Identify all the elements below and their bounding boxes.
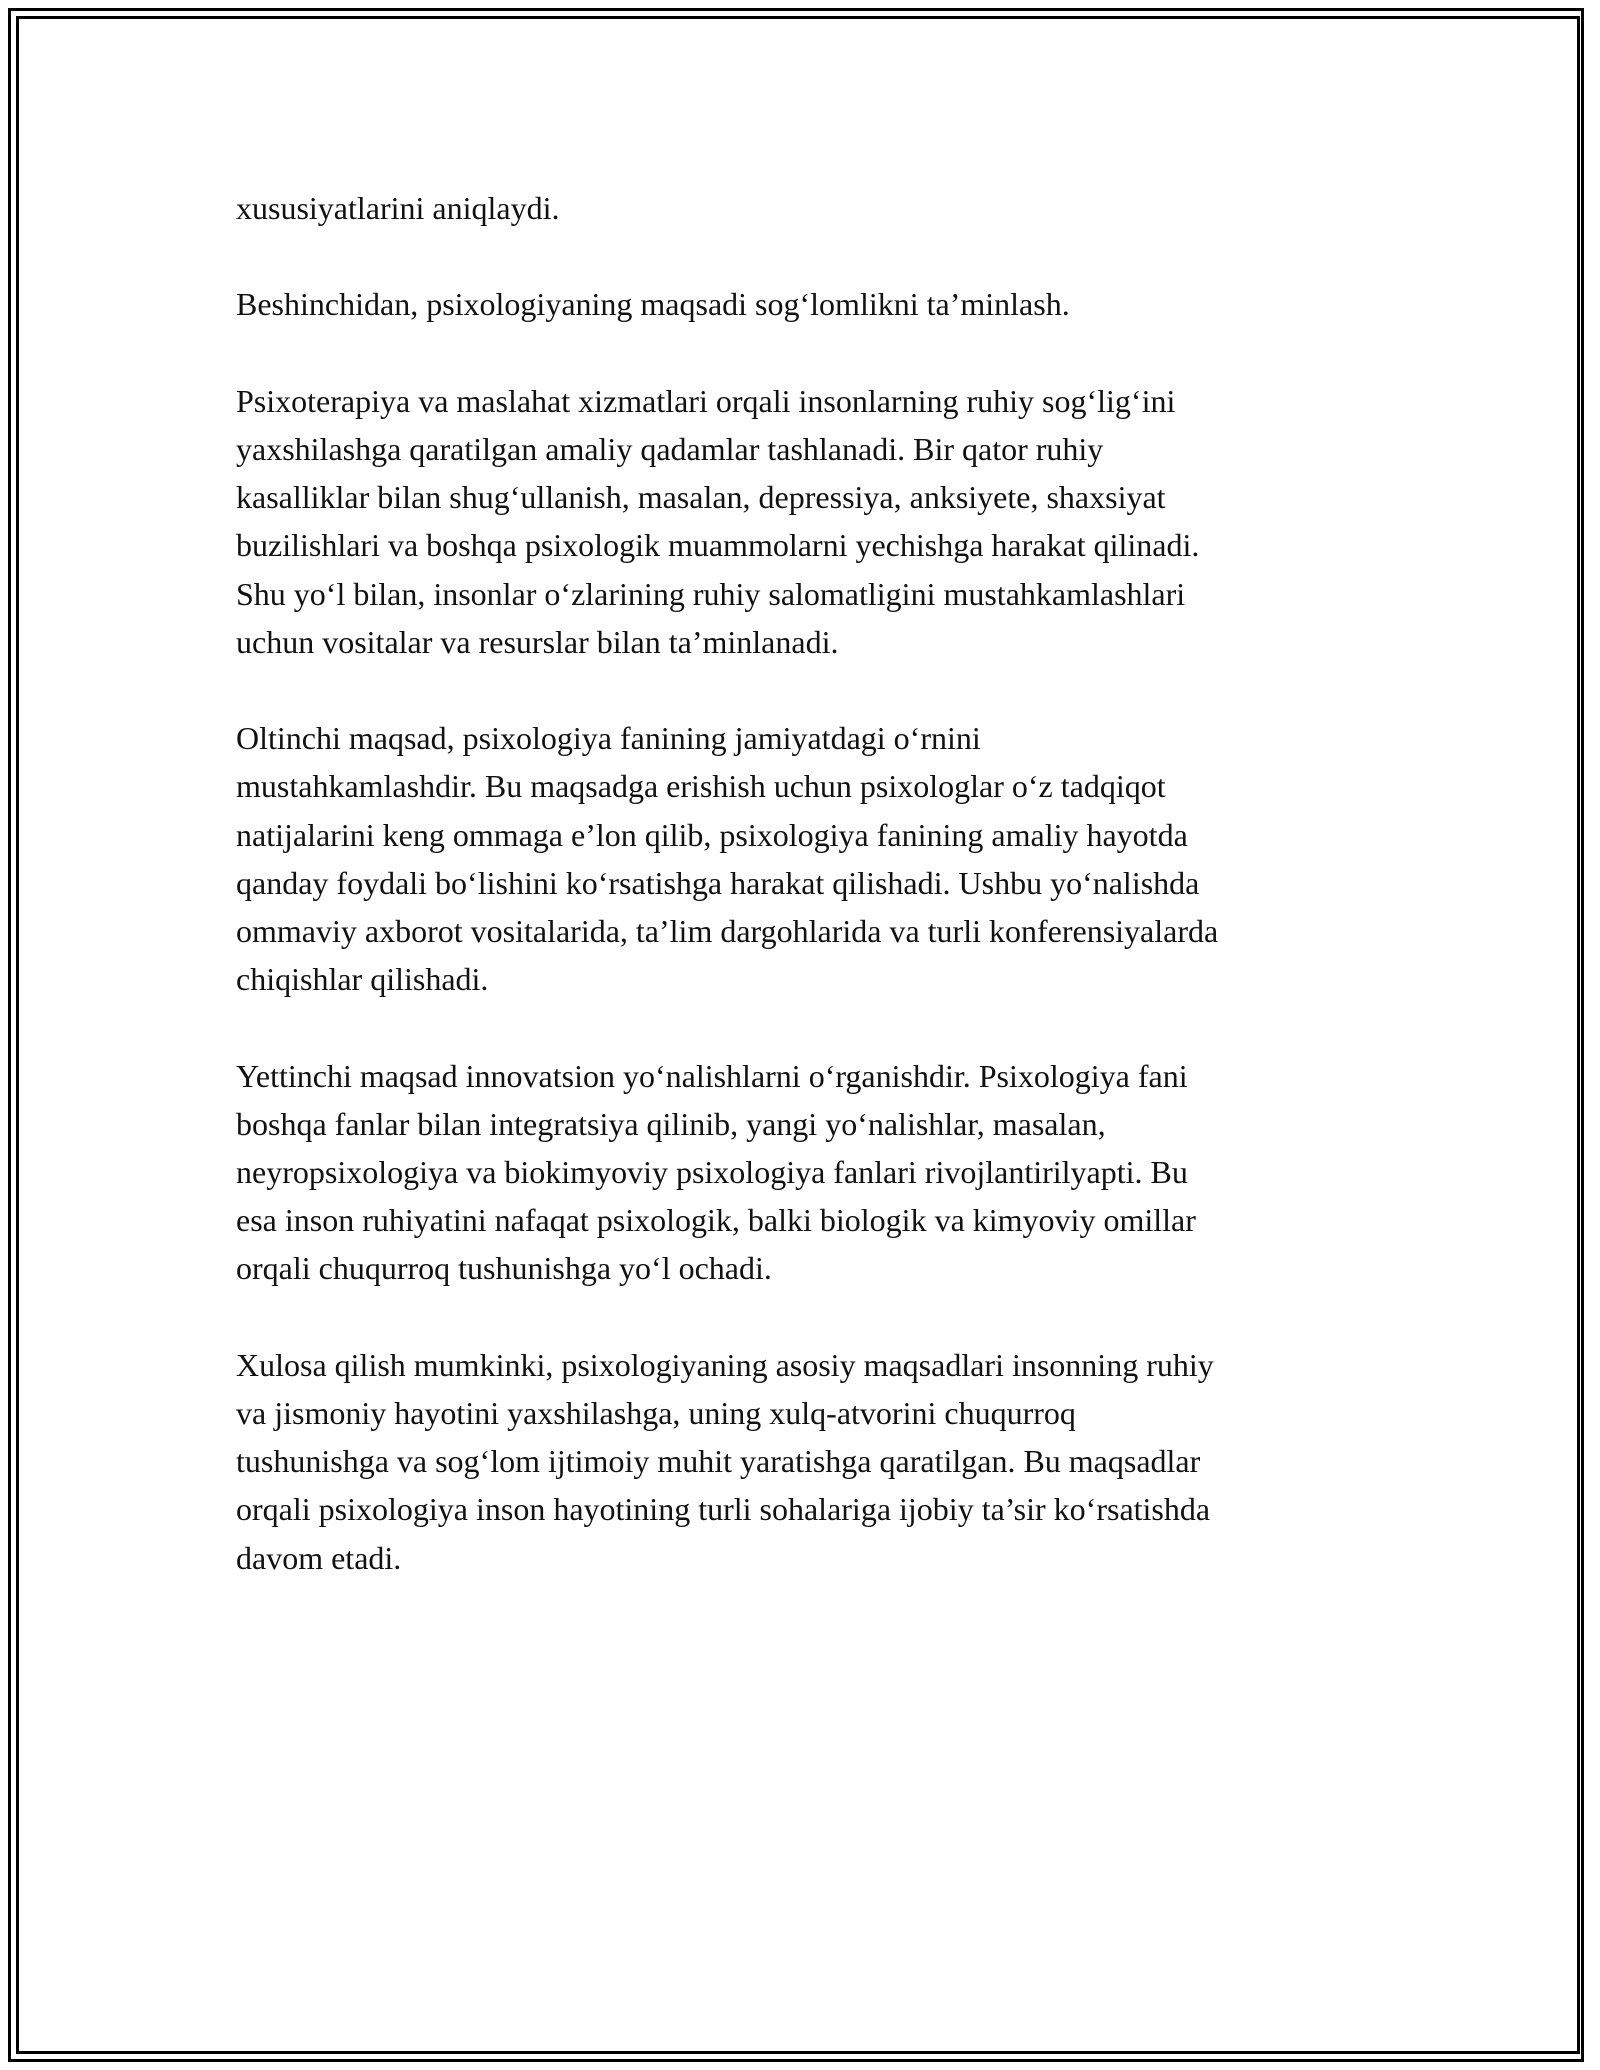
paragraph-psychotherapy: Psixoterapiya va maslahat xizmatlari orqali insonlarning ruhiy sog‘lig‘ini yaxshilashga qaratilgan amaliy qadamlar tashlanadi. Bir qator ruhiy kasalliklar bilan shug‘ullanish, masalan, depressiya, anksiyete, shaxsiyat buzilishlari va boshqa psixologik muammolarni yechishga harakat qilinadi. Shu yo‘l bilan, insonlar o‘zlarining ruhiy salomatligini mustahkamlashlari uchun vositalar va resurslar bilan ta’minlanadi.	[236, 382, 1200, 660]
paragraph-sixth-goal: Oltinchi maqsad, psixologiya fanining jamiyatdagi o‘rnini mustahkamlashdir. Bu maqsadga erishish uchun psixologlar o‘z tadqiqot natijalarini keng ommaga e’lon qilib, psixologiya fanining amaliy hayotda qanday foydali bo‘lishini ko‘rsatishga harakat qilishadi. Ushbu yo‘nalishda ommaviy axborot vositalarida, ta’lim dargohlarida va turli konferensiyalarda chiqishlar qilishadi.	[236, 720, 1219, 998]
paragraph-conclusion: Xulosa qilish mumkinki, psixologiyaning asosiy maqsadlari insonning ruhiy va jismoniy hayotini yaxshilashga, uning xulq-atvorini chuqurroq tushunishga va sog‘lom ijtimoiy muhit yaratishga qaratilgan. Bu maqsadlar orqali psixologiya inson hayotining turli sohalariga ijobiy ta’sir ko‘rsatishda davom etadi.	[236, 1346, 1214, 1576]
paragraph-fifth-goal-heading: Beshinchidan, psixologiyaning maqsadi sog‘lomlikni ta’minlash.	[236, 286, 1070, 323]
paragraph-continuation: xususiyatlarini aniqlaydi.	[236, 190, 560, 226]
paragraph-seventh-goal: Yettinchi maqsad innovatsion yo‘nalishlarni o‘rganishdir. Psixologiya fani boshqa fanlar bilan integratsiya qilinib, yangi yo‘nalishlar, masalan, neyropsixologiya va biokimyoviy psixologiya fanlari rivojlantirilyapti. Bu esa inson ruhiyatini nafaqat psixologik, balki biologik va kimyoviy omillar orqali chuqurroq tushunishga yo‘l ochadi.	[236, 1057, 1196, 1287]
document-body	[236, 184, 1376, 1630]
